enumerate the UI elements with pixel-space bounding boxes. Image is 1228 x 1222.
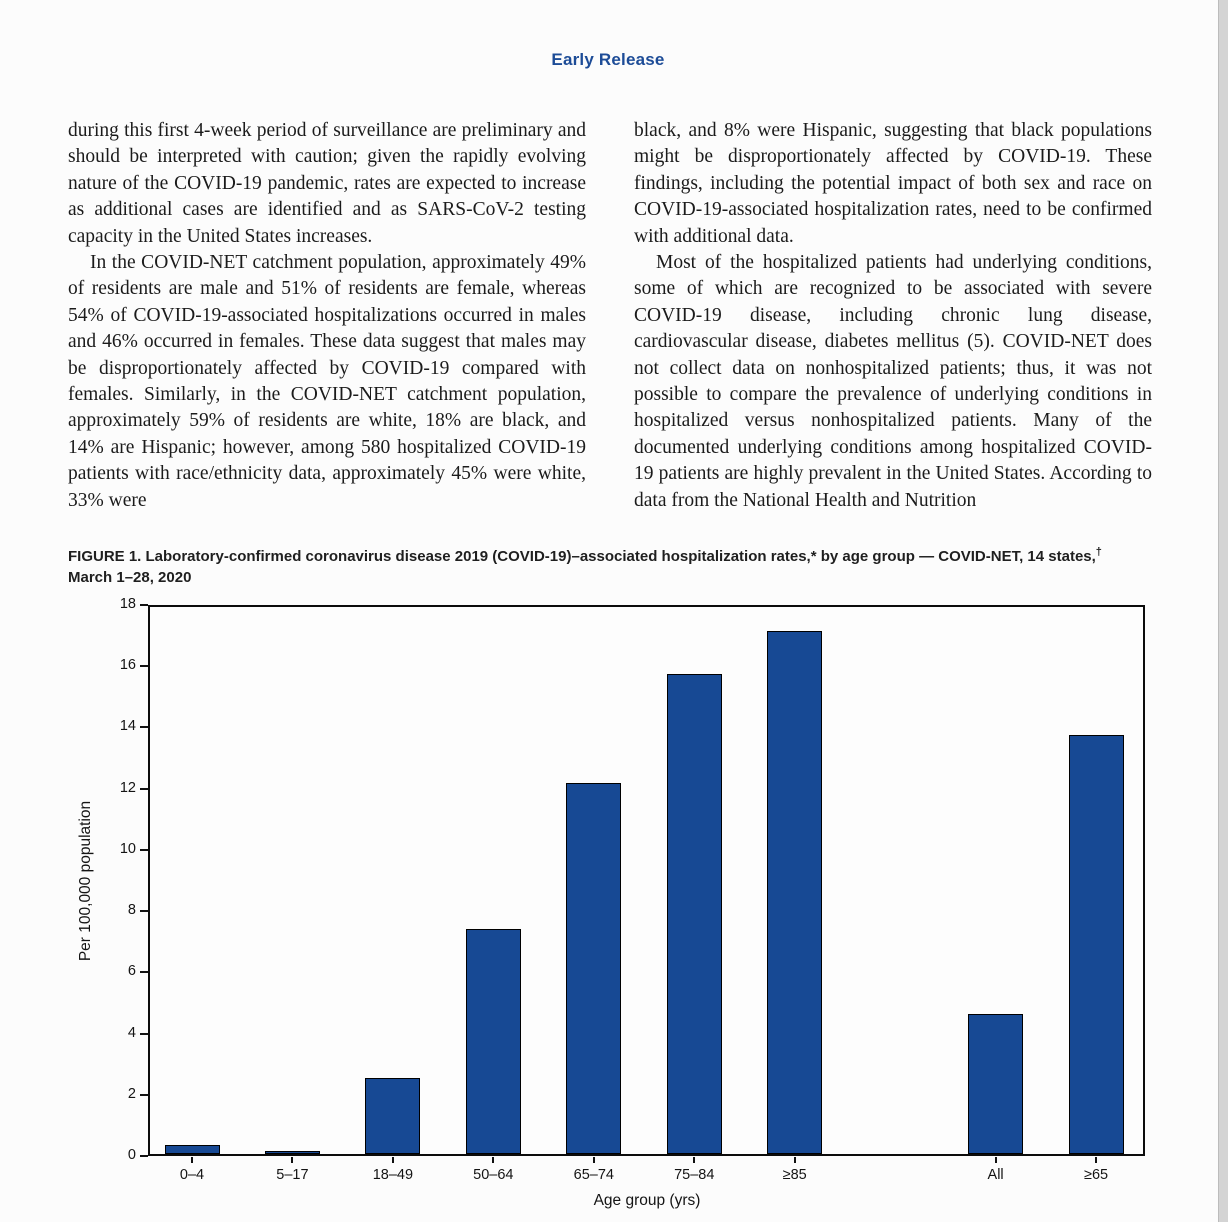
x-tick-label: 18–49 (372, 1167, 414, 1183)
plot-area (148, 605, 1145, 1156)
y-tick-label: 10 (119, 840, 136, 857)
y-tick-mark (140, 788, 148, 790)
x-tick-label: ≥65 (1084, 1167, 1109, 1183)
bar (767, 631, 822, 1154)
x-tick-mark (593, 1157, 595, 1163)
y-tick-mark (140, 1094, 148, 1096)
y-tick-mark (140, 910, 148, 912)
y-tick-label: 12 (119, 779, 136, 796)
x-tick-mark (392, 1157, 394, 1163)
dagger-footnote-mark: † (1095, 546, 1102, 558)
x-tick-label: 50–64 (473, 1167, 514, 1183)
x-tick-label: 65–74 (573, 1167, 614, 1183)
y-tick-label: 2 (127, 1085, 136, 1102)
x-tick-mark (794, 1157, 796, 1163)
y-tick-label: 6 (127, 963, 136, 980)
body-paragraph: In the COVID-NET catchment population, approximately 49% of residents are male and 51% of residents are female, whereas 54% of COVID-19-associated hospitalizations occurred in males and 46% occurred in females. These data suggest that males may be disproportionately affected by COVID-19 compared with females. Similarly, in the COVID-NET catchment population, approximately 59% of residents are white, 18% are black, and 14% are Hispanic; however, among 580 hospitalized COVID-19 patients with race/ethnicity data, approximately 45% were white, 33% were (68, 252, 586, 511)
y-tick-mark (140, 726, 148, 728)
bar (1069, 735, 1124, 1154)
bar (165, 1145, 220, 1154)
x-tick-label: ≥85 (782, 1167, 807, 1183)
bar (466, 929, 521, 1154)
x-axis-title: Age group (yrs) (593, 1192, 701, 1209)
x-tick-mark (1095, 1157, 1097, 1163)
x-tick-mark (191, 1157, 193, 1163)
y-tick-label: 8 (127, 902, 136, 919)
y-tick-label: 0 (127, 1147, 136, 1163)
y-axis-title: Per 100,000 population (77, 800, 94, 962)
x-tick-label: 5–17 (276, 1167, 309, 1183)
bar (968, 1014, 1023, 1154)
body-paragraph: during this first 4-week period of surveillance are preliminary and should be interpreted with caution; given the rapidly evolving nature of the COVID-19 pandemic, rates are expected to increase as additional cases are identified and as SARS-CoV-2 testing capacity in the United States increases. (68, 120, 586, 247)
y-tick-label: 4 (127, 1024, 136, 1041)
y-tick-label: 16 (119, 657, 136, 674)
y-tick-mark (140, 1033, 148, 1035)
body-paragraph: Most of the hospitalized patients had underlying conditions, some of which are recognized to be associated with severe COVID-19 disease, including chronic lung disease, cardiovascular disease, diabetes mellitus (5). COVID-NET does not collect data on nonhospitalized patients; thus, it was not possible to compare the prevalence of underlying conditions in hospitalized versus nonhospitalized patients. Many of the documented underlying conditions among hospitalized COVID-19 patients are highly prevalent in the United States. According to data from the National Health and Nutrition (634, 252, 1152, 511)
x-tick-mark (291, 1157, 293, 1163)
x-tick-mark (995, 1157, 997, 1163)
bar (667, 674, 722, 1154)
x-tick-mark (693, 1157, 695, 1163)
y-tick-mark (140, 604, 148, 606)
figure-caption-text: FIGURE 1. Laboratory-confirmed coronavirus disease 2019 (COVID-19)–associated hospitalization rates,* by age group — COVID-NET, 14 states, (68, 548, 1096, 565)
y-tick-mark (140, 971, 148, 973)
bar (365, 1078, 420, 1154)
x-tick-label: All (987, 1167, 1004, 1183)
bar (566, 783, 621, 1154)
x-tick-label: 0–4 (179, 1167, 205, 1183)
body-paragraph: black, and 8% were Hispanic, suggesting that black populations might be disproportionately affected by COVID-19. These findings, including the potential impact of both sex and race on COVID-19-associated hospitalization rates, need to be confirmed with additional data. (634, 120, 1152, 247)
bar (265, 1151, 320, 1154)
early-release-label: Early Release (551, 50, 665, 69)
y-tick-mark (140, 849, 148, 851)
y-tick-mark (140, 665, 148, 667)
y-tick-mark (140, 1155, 148, 1157)
y-tick-label: 18 (119, 596, 136, 612)
x-tick-label: 75–84 (674, 1167, 715, 1183)
y-tick-label: 14 (119, 718, 136, 735)
figure-caption-line2: March 1–28, 2020 (68, 569, 192, 586)
x-tick-mark (492, 1157, 494, 1163)
